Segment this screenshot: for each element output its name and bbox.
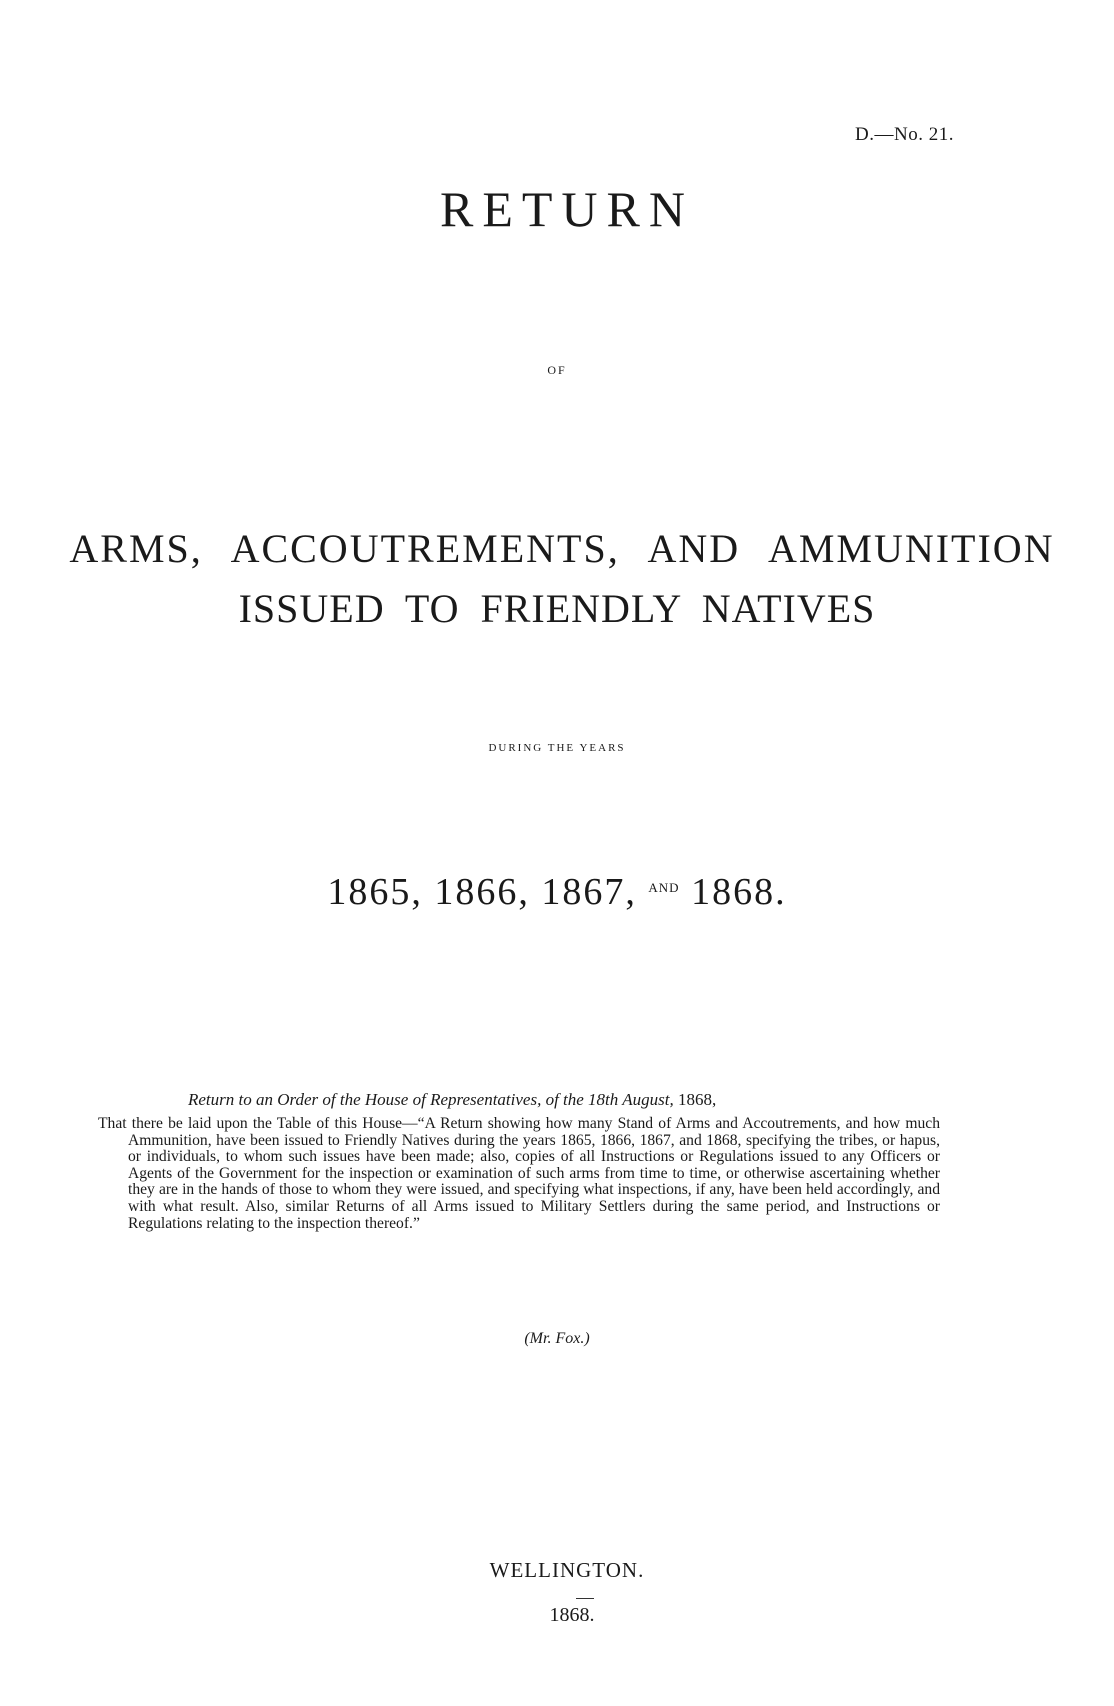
return-order-line bbox=[188, 1090, 716, 1110]
publication-place: WELLINGTON. bbox=[489, 1558, 645, 1582]
during-label: DURING THE YEARS bbox=[488, 742, 626, 754]
document-title: RETURN bbox=[440, 181, 694, 237]
return-order-year: 1868, bbox=[677, 1090, 717, 1109]
publication-year: 1868. bbox=[549, 1604, 595, 1626]
mover-name: (Mr. Fox.) bbox=[524, 1330, 590, 1347]
divider-rule bbox=[576, 1598, 594, 1599]
of-label: OF bbox=[547, 363, 567, 377]
years-line bbox=[0, 870, 1114, 914]
return-order-text: Return to an Order of the House of Representatives, of the 18th August, bbox=[188, 1090, 674, 1109]
years-last: 1868. bbox=[691, 871, 787, 913]
resolution-text bbox=[98, 1116, 940, 1232]
heading-line-1: ARMS, ACCOUTREMENTS, AND AMMUNITION bbox=[69, 526, 1055, 571]
resolution-paragraph: That there be laid upon the Table of this House—“A Return showing how many Stand of Arms and Accoutrements, and how much Ammunition, have been issued to Friendly Natives during the years 1865, 1866, 1867, and 1868, specifying the tribes, or hapus, or individuals, to whom such issues have been made; also, copies of all Instructions or Regulations issued to any Officers or Agents of the Government for the inspection or examination of such arms from time to time, or otherwise ascertaining whether they are in the hands of those to whom they were issued, and specifying what inspections, if any, have been held accordingly, and with what result. Also, similar Returns of all Arms issued to Military Settlers during the same period, and Instructions or Regulations relating to the inspection thereof.” bbox=[98, 1115, 940, 1232]
heading-line-2: ISSUED TO FRIENDLY NATIVES bbox=[238, 586, 876, 631]
years-and: AND bbox=[648, 880, 680, 895]
years-list: 1865, 1866, 1867, bbox=[327, 871, 637, 913]
document-reference: D.—No. 21. bbox=[855, 124, 954, 145]
